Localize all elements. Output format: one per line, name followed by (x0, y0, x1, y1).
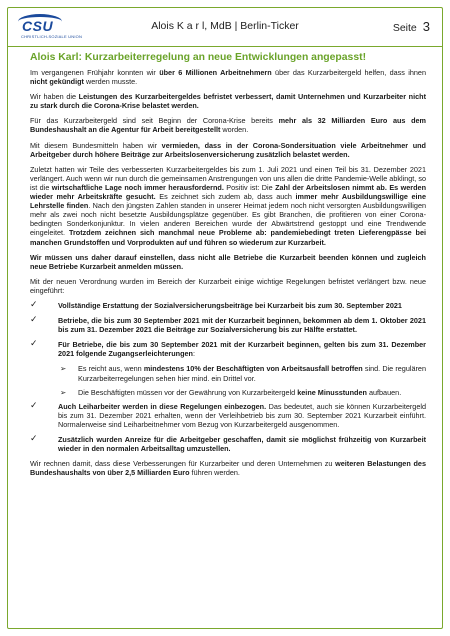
paragraph-4: Mit diesem Bundesmitteln haben wir vermieden, dass in der Corona-Sondersituation viele Arbeitnehmer und Arbeitgeber durch höhere Beiträge zur Arbeitslosenversicherung zusätzlich belastet werden. (30, 140, 426, 159)
page-header (8, 8, 442, 47)
checkmark-icon: ✓ (30, 314, 38, 325)
paragraph-3: Für das Kurzarbeitergeld sind seit Beginn der Corona-Krise bereits mehr als 32 Milliarden Euro aus dem Bundeshaushalt an die Agentur für Arbeit bereitgestellt worden. (30, 116, 427, 135)
arrow-icon: ➢ (60, 387, 67, 397)
list-item-text: Für Betriebe, die bis zum 30 September 2021 mit der Kurzarbeit beginnen, gelten bis zum 31. Dezember 2021 folgende Zugangserleichterungen: (58, 340, 426, 359)
paragraph-6: Wir müssen uns daher darauf einstellen, dass nicht alle Betriebe die Kurzarbeit beenden können und zugleich neue Betriebe Kurzarbeit anmelden müssen. (30, 252, 426, 271)
sub-list-item-text: Die Beschäftigten müssen vor der Gewährung von Kurzarbeitergeld keine Minusstunden aufbauen. (78, 387, 402, 397)
page-indicator (393, 19, 430, 34)
article-headline: Alois Karl: Kurzarbeiterregelung an neue Entwicklungen angepasst! (30, 52, 367, 63)
header-title: Alois K a r l, MdB | Berlin-Ticker (151, 20, 299, 32)
arrow-icon: ➢ (60, 364, 67, 374)
paragraph-2: Wir haben die Leistungen des Kurzarbeitergeldes befristet verbessert, damit Unternehmen und Kurzarbeiter nicht zu stark durch die Corona-Krise belastet werden. (30, 92, 426, 111)
list-item (30, 298, 426, 310)
checkmark-icon: ✓ (30, 298, 38, 309)
checkmark-icon: ✓ (30, 433, 38, 443)
paragraph-8: Wir rechnen damit, dass diese Verbesserungen für Kurzarbeiter und deren Unternehmen zu weiteren Belastungen des Bundeshaushalts von über 2,5 Milliarden Euro führen werden. (30, 459, 426, 478)
paragraph-7: Mit der neuen Verordnung wurden im Bereich der Kurzarbeit einige wichtige Regelungen befristet verlängert bzw. neue eingeführt: (30, 276, 426, 295)
list-item (30, 340, 426, 358)
list-item-text: Betriebe, die bis zum 30 September 2021 mit der Kurzarbeit beginnen, bekommen ab dem 1. Oktober 2021 bis zum 31. Dezember 2021 die Beiträge zur Sozialversicherung bis zur Hälfte erstattet. (58, 316, 426, 335)
sub-list-item-text: Es reicht aus, wenn mindestens 10% der Beschäftigten von Arbeitsausfall betroffen sind. Die regulären Kurzarbeiterregelungen sehen hier mind. ein Drittel vor. (78, 364, 426, 383)
sub-list-item (30, 388, 426, 397)
page-number: 3 (422, 19, 430, 34)
list-item (30, 316, 426, 334)
paragraph-1: Im vergangenen Frühjahr konnten wir über 6 Millionen Arbeitnehmern über das Kurzarbeitergeld helfen, dass ihnen nicht gekündigt werden musste. (30, 68, 426, 87)
list-item (30, 399, 426, 429)
paragraph-5: Zuletzt hatten wir Teile des verbesserten Kurzarbeitergeldes bis zum 1. Juli 2021 und einen Teil bis 31. Dezember 2021 verlängert. Auch wenn wir nun durch die gemeinsamen Anstrengungen von uns allen die dritte Pandemie-Welle abklingt, so ist die wirtschaftliche Lage noch immer herausfordernd. Positiv ist: Die Zahl der Arbeitslosen nimmt ab. Es werden wieder mehr Arbeitskräfte gesucht. Es zeichnet sich zudem ab, dass auch immer mehr Ausbildungswillige eine Lehrstelle finden. Nach den jüngsten Zahlen standen in unserer Heimat jedem noch nicht versorgten Ausbildungswilligen mehr als zwei noch nicht besetzte Ausbildungsplätze gegenüber. Es gibt Branchen, die profitieren von einer Corona-bedingten Sonderkonjunktur. In vielen anderen Bereichen wurde der Abwärtstrend gestoppt und eine Trendwende eingeleitet. Trotzdem zeichnen sich manchmal neue Probleme ab: pandemiebedingt treten Lieferengpässe bei manchen Grundstoffen und Vorprodukten auf und führen so wiederum zur Kurzarbeit. (30, 164, 427, 247)
list-item (30, 435, 426, 453)
logo-text: CSU (22, 18, 54, 34)
logo-subtext: CHRISTLICH-SOZIALE UNION (21, 34, 83, 39)
sub-list-item (30, 364, 426, 382)
page-label: Seite (392, 22, 417, 34)
list-item-text: Vollständige Erstattung der Sozialversicherungsbeiträge bei Kurzarbeit bis zum 30. September 2021 (58, 300, 402, 310)
list-item-text: Auch Leiharbeiter werden in diese Regelungen einbezogen. Das bedeutet, auch sie können Kurzarbeitergeld bis zum 31. Dezember 2021 erhalten, wenn der Verleihbetrieb bis zum 30. September 2021 Kurzarbeit einführt. Normalerweise sind Leiharbeitnehmer vom Bezug von Kurzarbeitergeld ausgenommen. (58, 401, 426, 429)
article-body (30, 52, 426, 483)
checkmark-icon: ✓ (30, 338, 38, 349)
list-item-text: Zusätzlich wurden Anreize für die Arbeitgeber geschaffen, damit sie möglichst frühzeitig von Kurzarbeit wieder in den normalen Arbeitsalltag umzustellen. (58, 435, 426, 454)
checkmark-icon: ✓ (30, 399, 38, 410)
